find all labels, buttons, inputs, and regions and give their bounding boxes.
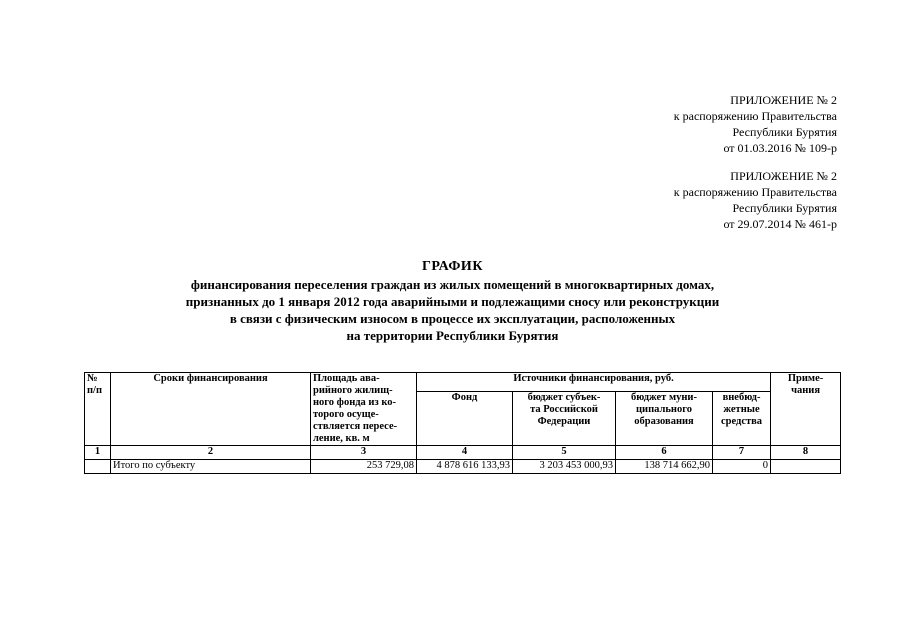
appendix-line: к распоряжению Правительства (673, 185, 837, 199)
cell-area: 253 729,08 (311, 460, 417, 474)
header-fund: Фонд (417, 391, 513, 445)
appendix-line: к распоряжению Правительства (673, 109, 837, 123)
heading-line: в связи с физическим износом в процессе их эксплуатации, расположенных (229, 311, 676, 326)
appendix-line: Республики Бурятия (732, 125, 837, 139)
column-number: 4 (417, 446, 513, 460)
column-number: 6 (616, 446, 713, 460)
appendix-block-current (674, 92, 837, 156)
appendix-line: Республики Бурятия (732, 201, 837, 215)
cell-fund: 4 878 616 133,93 (417, 460, 513, 474)
header-sources: Источники финансирования, руб. (417, 373, 771, 392)
column-number: 5 (513, 446, 616, 460)
document-heading (0, 258, 905, 344)
column-number: 1 (85, 446, 111, 460)
header-municipal-budget: бюджет муни- ципального образования (616, 391, 713, 445)
appendix-date: от 29.07.2014 № 461-р (723, 217, 837, 231)
column-number-row (85, 446, 841, 460)
header-notes: Приме- чания (771, 373, 841, 446)
table-row (85, 460, 841, 474)
cell-municipal-budget: 138 714 662,90 (616, 460, 713, 474)
header-off-budget: внебюд- жетные средства (713, 391, 771, 445)
appendix-block-original (674, 168, 837, 232)
cell-terms: Итого по субъекту (111, 460, 311, 474)
financing-schedule-table (84, 372, 841, 474)
heading-line: признанных до 1 января 2012 года аварийными и подлежащими сносу или реконструкции (185, 294, 720, 309)
column-number: 8 (771, 446, 841, 460)
appendix-date: от 01.03.2016 № 109-р (723, 141, 837, 155)
appendix-title: ПРИЛОЖЕНИЕ № 2 (730, 169, 837, 183)
appendix-title: ПРИЛОЖЕНИЕ № 2 (730, 93, 837, 107)
header-subject-budget: бюджет субъек- та Российской Федерации (513, 391, 616, 445)
column-number: 3 (311, 446, 417, 460)
cell-num (85, 460, 111, 474)
header-area: Площадь ава- рийного жилищ- ного фонда из ко- торого осуще- ствляется пересе- ление, кв. м (311, 373, 417, 446)
header-terms: Сроки финансирования (111, 373, 311, 446)
cell-notes (771, 460, 841, 474)
heading-line: на территории Республики Бурятия (346, 328, 559, 343)
column-number: 7 (713, 446, 771, 460)
cell-subject-budget: 3 203 453 000,93 (513, 460, 616, 474)
heading-line: финансирования переселения граждан из жилых помещений в многоквартирных домах, (190, 277, 715, 292)
cell-off-budget: 0 (713, 460, 771, 474)
header-num: № п/п (85, 373, 111, 446)
document-title: ГРАФИК (422, 259, 483, 274)
column-number: 2 (111, 446, 311, 460)
